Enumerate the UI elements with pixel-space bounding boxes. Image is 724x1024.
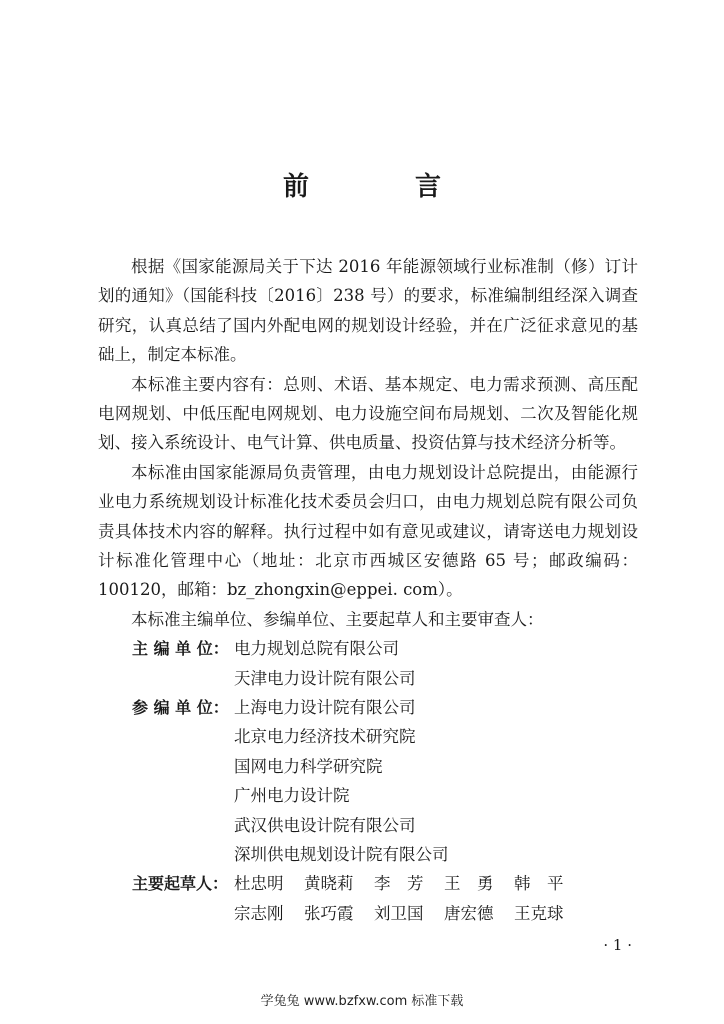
chief-editor-label: 主 编 单 位： [132, 639, 229, 659]
co-editor-unit: 上海电力设计院有限公司 [234, 698, 416, 718]
paragraph-units-intro: 本标准主编单位、参编单位、主要起草人和主要审查人： [131, 609, 544, 629]
drafter-name: 王克球 [514, 903, 564, 923]
co-editor-section [98, 693, 638, 869]
drafter-name: 李 芳 [374, 874, 424, 894]
drafter-name: 杜忠明 [234, 874, 284, 894]
drafters-label: 主要起草人： [132, 874, 229, 894]
page-number: · 1 · [603, 936, 632, 954]
paragraph-basis: 根据《国家能源局关于下达 2016 年能源领域行业标准制（修）订计划的通知》（国能科技〔2016〕238 号）的要求，标准编制组经深入调查研究，认真总结了国内外配电网的规划设计经验，并在广泛征求意见的基础上，制定本标准。 [98, 257, 638, 365]
paragraph-contents: 本标准主要内容有：总则、术语、基本规定、电力需求预测、高压配电网规划、中低压配电网规划、电力设施空间布局规划、二次及智能化规划、接入系统设计、电气计算、供电质量、投资估算与技术经济分析等。 [98, 374, 638, 453]
co-editor-label: 参 编 单 位： [132, 698, 229, 718]
page-title: 前 言 [282, 172, 481, 202]
drafter-name: 宗志刚 [234, 903, 284, 923]
footer-watermark: 学兔兔 www.bzfxw.com 标准下载 [260, 994, 464, 1009]
chief-editor-unit: 天津电力设计院有限公司 [234, 668, 416, 688]
paragraph-management: 本标准由国家能源局负责管理，由电力规划设计总院提出，由能源行业电力系统规划设计标准化技术委员会归口，由电力规划总院有限公司负责具体技术内容的解释。执行过程中如有意见或建议，请寄送电力规划设计标准化管理中心（地址：北京市西城区安德路 65 号；邮政编码：100120，邮箱：bz_zhongxin@eppei. com）。 [98, 462, 638, 600]
co-editor-unit: 国网电力科学研究院 [234, 756, 383, 776]
drafter-name: 王 勇 [444, 874, 494, 894]
co-editor-unit: 广州电力设计院 [234, 786, 350, 806]
drafter-name: 刘卫国 [374, 903, 424, 923]
chief-editor-section [98, 634, 638, 693]
chief-editor-unit: 电力规划总院有限公司 [234, 639, 399, 659]
co-editor-unit: 深圳供电规划设计院有限公司 [234, 845, 449, 865]
drafter-name: 黄晓莉 [304, 874, 354, 894]
co-editor-unit: 武汉供电设计院有限公司 [234, 815, 416, 835]
drafter-name: 唐宏德 [444, 903, 494, 923]
co-editor-unit: 北京电力经济技术研究院 [234, 727, 416, 747]
drafter-name: 韩 平 [514, 874, 564, 894]
drafter-name: 张巧霞 [304, 903, 354, 923]
drafters-section [98, 869, 638, 928]
body-text [98, 252, 638, 928]
